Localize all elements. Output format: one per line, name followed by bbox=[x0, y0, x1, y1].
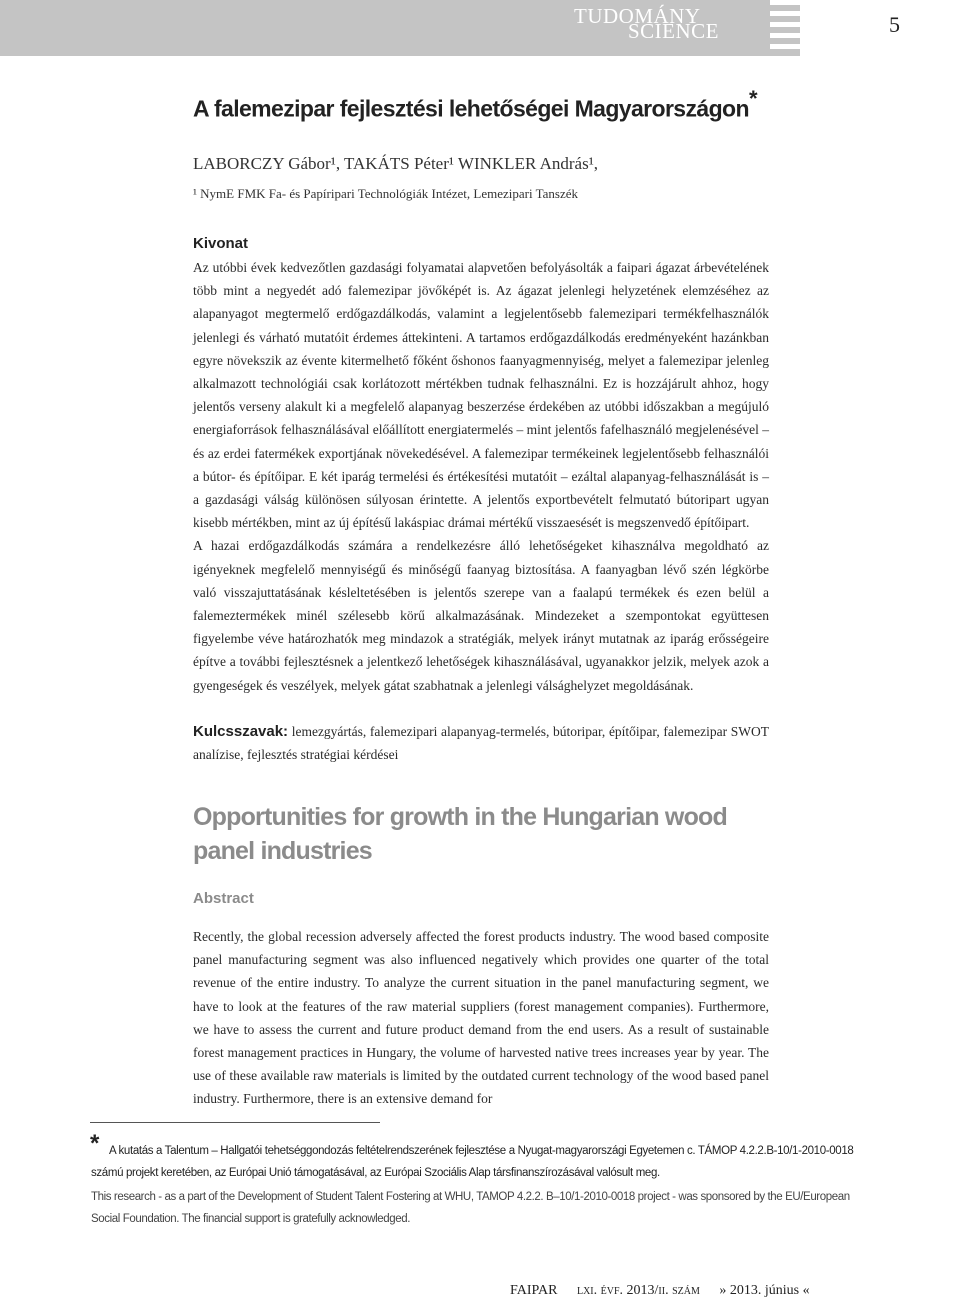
title-footnote-marker: * bbox=[748, 86, 757, 111]
affiliation: ¹ NymE FMK Fa- és Papíripari Technológiák Intézet, Lemezipari Tanszék bbox=[193, 186, 578, 201]
header-section-title-hu: TUDOMÁNY bbox=[574, 4, 701, 28]
abstract-paragraph: Recently, the global recession adversely affected the forest products industry. The wood based composite panel manufacturing segment was also influenced negatively which provides one quarter of the total revenue of the entire industry. To analyze the current situation in the panel manufacturing segment, we have to look at the features of the raw material suppliers (forest management companies). Furthermore, we have to assess the current and future product demand from the end users. As a result of sustainable forest management practices in Hungary, the volume of harvested native trees increases year by year. The use of these available raw materials is limited by the outdated current technology of the wood based panel industry. Furthermore, there is an extensive demand for bbox=[193, 929, 769, 1107]
kivonat-paragraph: Az utóbbi évek kedvezőtlen gazdasági folyamatai alapvetően befolyásolták a faipari ágazat árbevételének több mint a negyedét adó falemezipar jövőképét is. Az ágazat jelenlegi helyzetének elemzéséhez az alapanyagot megtermelő erdőgazdálkodás, valamint a legjelentősebb falemezipari termékfelhasználók jelenlegi és várható mutatóit érdemes áttekinteni. A tartamos erdőgazdálkodás eredményeként hazánkban egyre növekszik az évente kitermelhető főként őshonos faanyagmennyiség, melyet a falemezipar jelenleg alkalmazott technológiái csak korlátozott mértékben tudnak felhasználni. Ez is hozzájárult ahhoz, hogy jelentős verseny alakult ki a megfelelő alapanyag beszerzése érdekében az utóbbi időszakban a megújuló energiaforrások felhasználásával előállított energiatermelés – mint jelentős fafelhasználó megjelenésével – és az erdei fatermékek exportjának növekedésével. A falemezipar termékeinek legjelentősebb felhasználói a bútor- és építőipar. E két iparág termelési és értékesítési mutatóit – ezáltal alapanyag-felhasználását is – a gazdasági válság különösen súlyosan érintette. A jelentős exportbevételt felmutató bútoripart ugyan kisebb mértékben, mint az új építésű lakáspiac drámai mértékű visszaesését is megszenvedő építőipart. bbox=[193, 260, 769, 531]
footer-date: » 2013. június « bbox=[719, 1283, 810, 1298]
footnote-english: This research - as a part of the Development of Student Talent Fostering at WHU, TAMOP 4.2.2. B–10/1-2010-0018 project - was sponsored by the EU/European Social Foundation. The financial support is gratefully acknowledged. bbox=[91, 1191, 850, 1225]
kivonat-paragraph: A hazai erdőgazdálkodás számára a rendelkezésre álló lehetőségeket kihasználva megoldható az igényeknek megfelelő mennyiségű és minőségű faanyag biztosítása. A faanyagban lévő szén légkörbe való visszajuttatásának késleltetésében is jelentős szerepe van a faalapú termékek és ezen belül a falemeztermékek minél szélesebb körű alkalmazásának. Mindezeket a szempontokat együttesen figyelembe véve határozhatók meg mindazok a stratégiák, melyek irányt mutatnak az iparág erősségeire építve a további fejlesztésnek a jelentkező lehetőségek kihasználásával, ugyanakkor jelzik, melyek azok a gyengeségek és veszélyek, melyek gátat szabhatnak a jelenlegi válsághelyzet megoldásának. bbox=[193, 538, 769, 693]
english-title: Opportunities for growth in the Hungarian wood panel industries bbox=[193, 803, 727, 865]
abstract-body bbox=[193, 925, 769, 1111]
article-title-text: A falemezipar fejlesztési lehetőségei Magyarországon bbox=[193, 95, 749, 122]
authors: LABORCZY Gábor¹, TAKÁTS Péter¹ WINKLER András¹, bbox=[193, 154, 599, 173]
keywords-text: lemezgyártás, falemezipari alapanyag-termelés, bútoripar, építőipar, falemezipar SWOT analízise, fejlesztés stratégiai kérdései bbox=[193, 724, 769, 763]
keywords-label: Kulcsszavak: bbox=[193, 723, 289, 740]
footnote-rule bbox=[90, 1122, 380, 1123]
page-number: 5 bbox=[889, 12, 900, 37]
header-section-title-en: SCIENCE bbox=[628, 19, 720, 43]
footnote-hungarian: A kutatás a Talentum – Hallgatói tehetséggondozás feltételrendszerének fejlesztése a Nyugat-magyarországi Egyetemen c. TÁMOP 4.2.2.B-10/1-2010-0018 számú projekt keretében, az Európai Unió támogatásával, az Európai Szociális Alap társfinanszírozásával valósult meg. bbox=[91, 1145, 854, 1179]
page-footer bbox=[510, 1283, 810, 1299]
footnote-marker: * bbox=[90, 1130, 100, 1157]
keywords bbox=[193, 720, 769, 766]
kivonat-body bbox=[193, 256, 769, 697]
article-title bbox=[193, 88, 757, 123]
header-stripes-decoration bbox=[770, 0, 800, 56]
kivonat-heading: Kivonat bbox=[193, 235, 249, 252]
footer-journal: FAIPAR bbox=[510, 1283, 558, 1298]
footer-volume: lxi. évf. 2013/ii. szám bbox=[576, 1283, 700, 1298]
abstract-heading: Abstract bbox=[193, 890, 254, 907]
